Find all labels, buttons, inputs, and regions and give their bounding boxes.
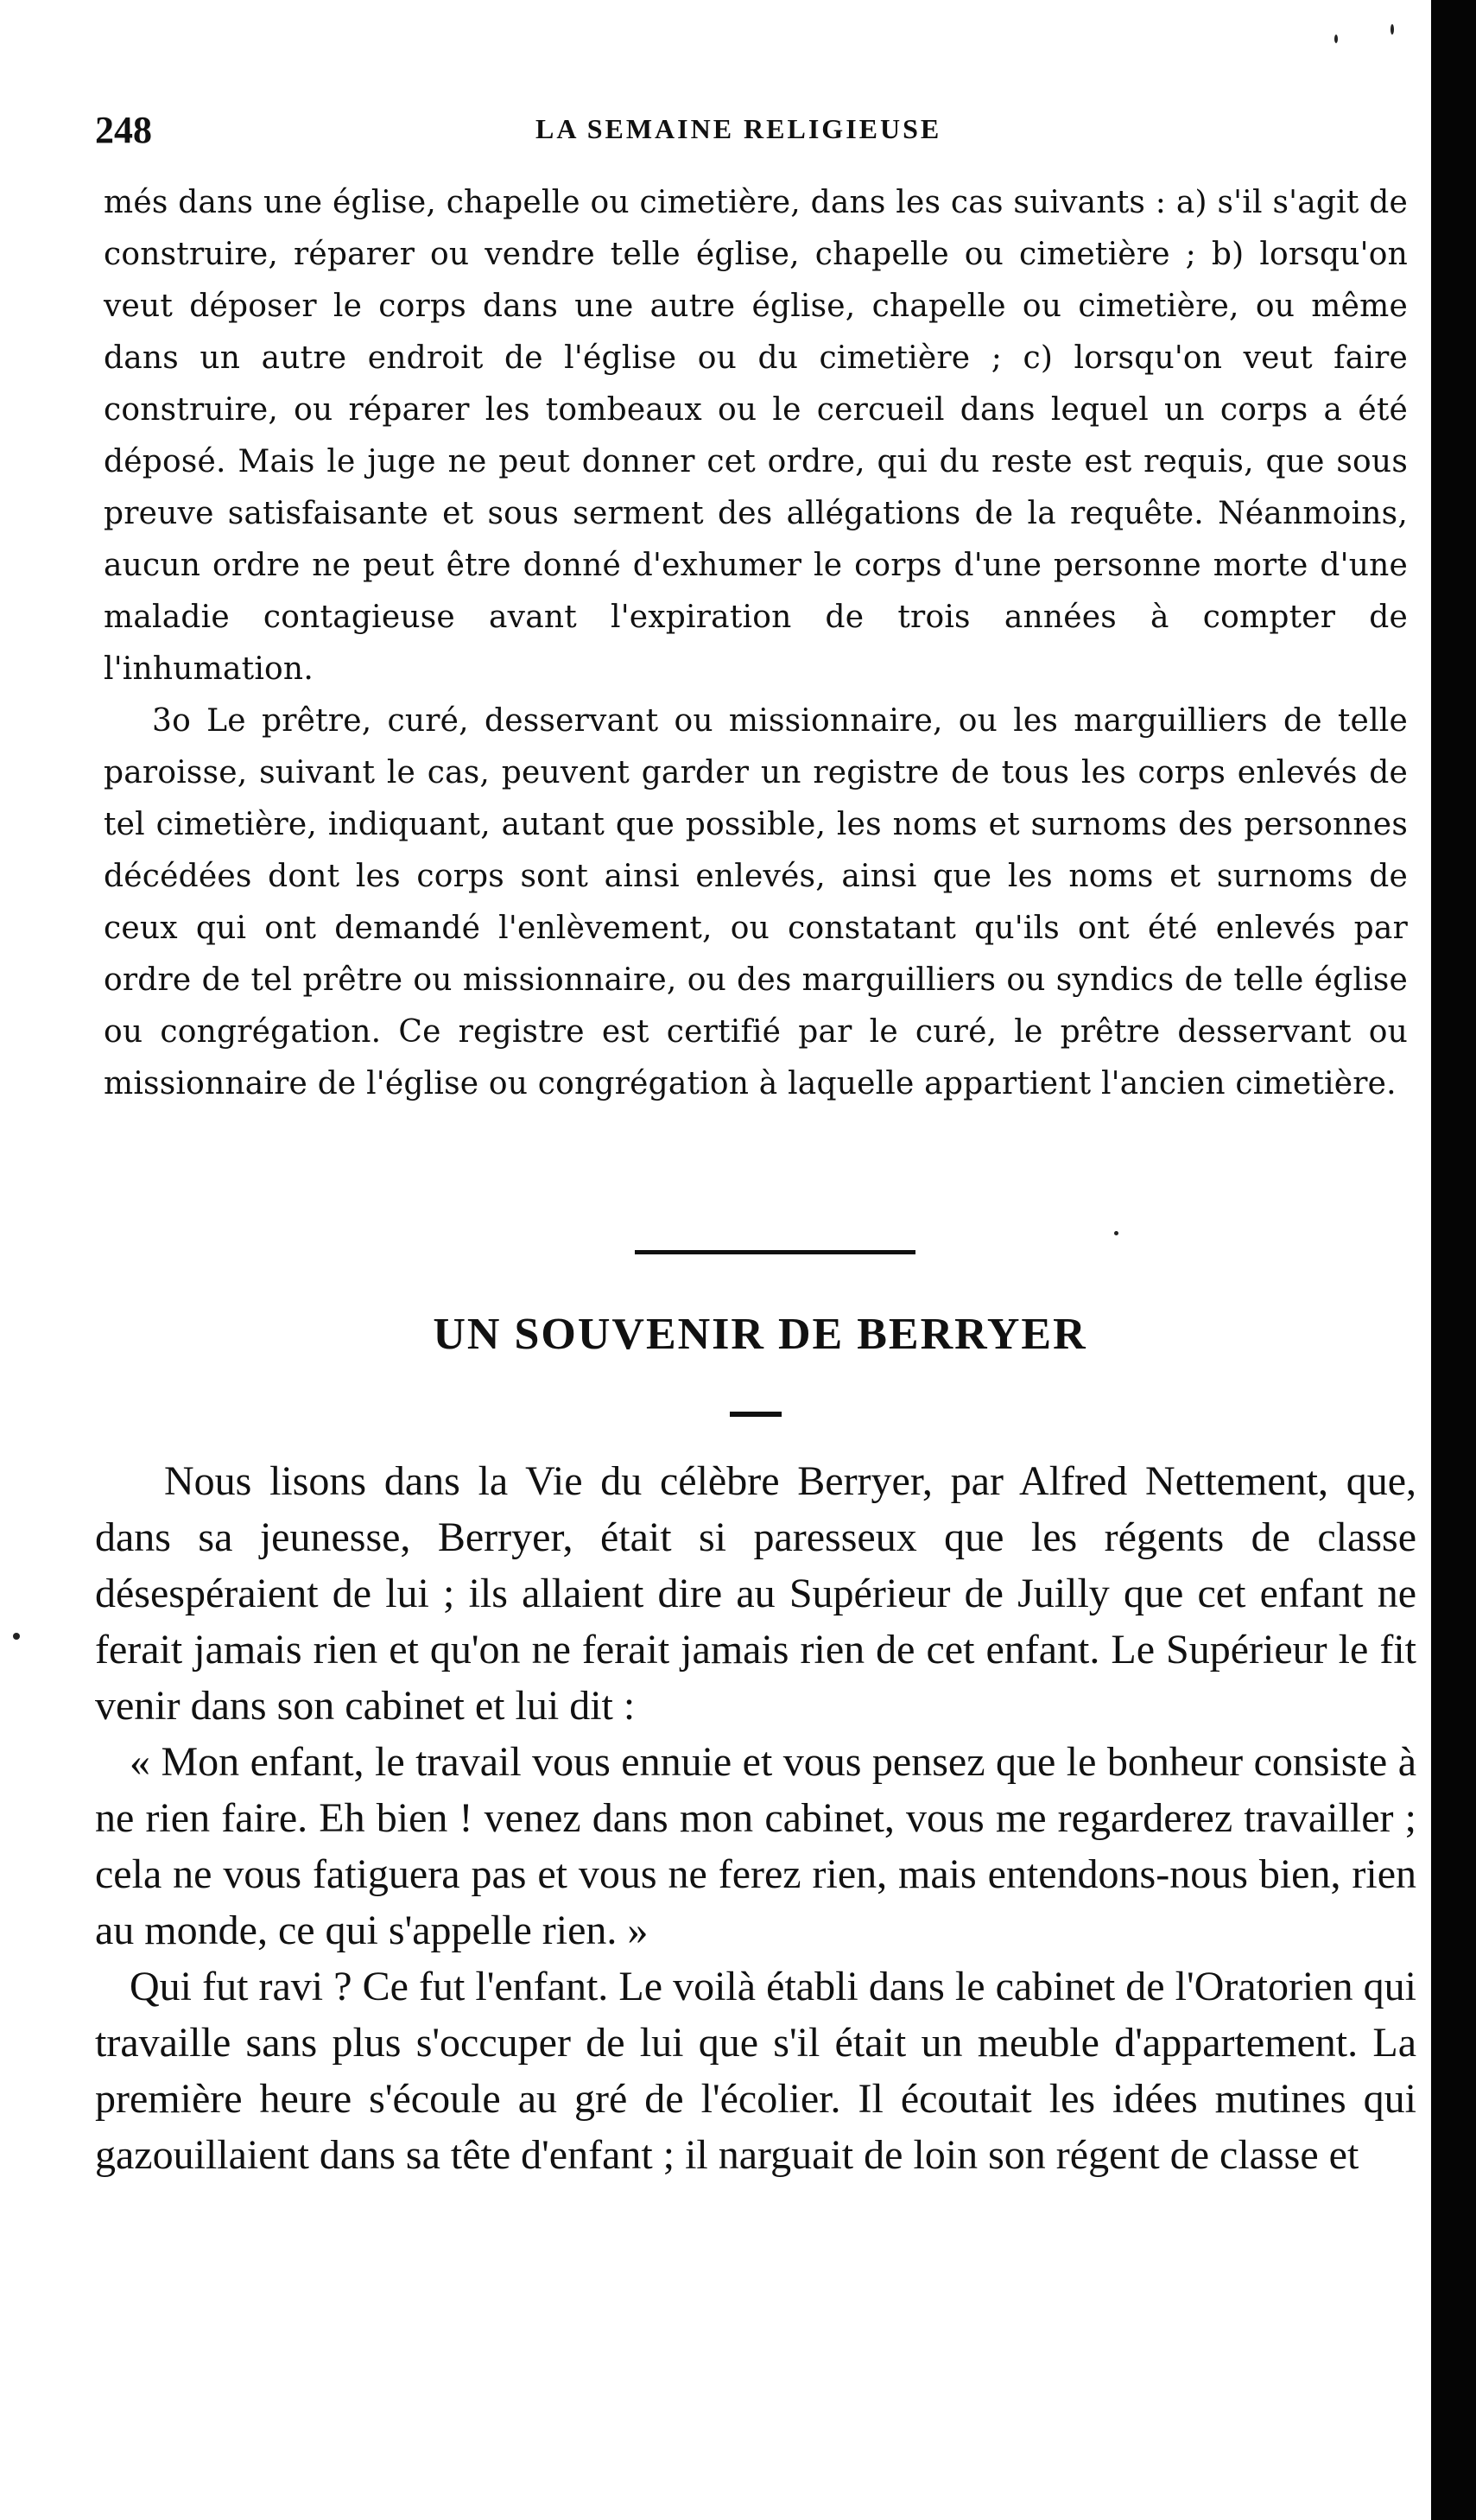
paragraph-registre: 3o Le prêtre, curé, desservant ou missionnaire, ou les marguilliers de telle paroisse, suivant le cas, peuvent garder un registre de tous les corps enlevés de tel cimetière, indiquant, autant que possible, les noms et surnoms des personnes décédées dont les corps sont ainsi enlevés, ainsi que les noms et surnoms de ceux qui ont demandé l'enlèvement, ou constatant qu'ils ont été enlevés par ordre de tel prêtre ou missionnaire, ou des marguilliers ou syndics de telle église ou congrégation. Ce registre est certifié par le curé, le prêtre desservant ou missionnaire de l'église ou congrégation à laquelle appartient l'ancien cimetière. — [104, 703, 1408, 1101]
paragraph-quote: « Mon enfant, le travail vous ennuie et vous pensez que le bonheur consiste à ne rien faire. Eh bien ! venez dans mon cabinet, vous me regarderez travailler ; cela ne vous fatiguera pas et vous ne ferez rien, mais entendons-nous bien, rien au monde, ce qui s'appelle rien. » — [95, 1739, 1416, 1953]
paragraph-cabinet: Qui fut ravi ? Ce fut l'enfant. Le voilà établi dans le cabinet de l'Oratorien qui travaille sans plus s'occuper de lui que s'il était un meuble d'appartement. La première heure s'écoule au gré de l'écolier. Il écoutait les idées mutines qui gazouillaient dans sa tête d'enfant ; il narguait de loin son régent de classe et — [95, 1964, 1416, 2178]
scan-speck — [1390, 24, 1394, 35]
section-title: UN SOUVENIR DE BERRYER — [433, 1310, 1087, 1359]
legal-text-block — [104, 177, 1408, 1110]
page-edge-shadow — [1431, 0, 1476, 2520]
scan-speck — [13, 1633, 20, 1640]
paragraph-continued: més dans une église, chapelle ou cimetière, dans les cas suivants : a) s'il s'agit de construire, réparer ou vendre telle église, chapelle ou cimetière ; b) lorsqu'on veut déposer le corps dans une autre église, chapelle ou cimetière, ou même dans un autre endroit de l'église ou du cimetière ; c) lorsqu'on veut faire construire, ou réparer les tombeaux ou le cercueil dans lequel un corps a été déposé. Mais le juge ne peut donner cet ordre, qui du reste est requis, que sous preuve satisfaisante et sous serment des allégations de la requête. Néanmoins, aucun ordre ne peut être donné d'exhumer le corps d'une personne morte d'une maladie contagieuse avant l'expiration de trois années à compter de l'inhumation. — [104, 185, 1408, 687]
page-number: 248 — [95, 109, 152, 151]
book-page — [95, 0, 1425, 2520]
paragraph-intro: Nous lisons dans la Vie du célèbre Berryer, par Alfred Nettement, que, dans sa jeunesse, Berryer, était si paresseux que les régents de classe désespéraient de lui ; ils allaient dire au Supérieur de Juilly que cet enfant ne ferait jamais rien et qu'on ne ferait jamais rien de cet enfant. Le Supérieur le fit venir dans son cabinet et lui dit : — [95, 1458, 1416, 1729]
section-divider — [635, 1250, 915, 1254]
page-header — [95, 108, 1425, 160]
scan-speck — [1334, 35, 1338, 43]
berryer-story-block — [95, 1453, 1416, 2183]
running-title: LA SEMAINE RELIGIEUSE — [535, 113, 942, 144]
scan-speck — [1114, 1231, 1118, 1235]
title-dash — [730, 1412, 782, 1417]
